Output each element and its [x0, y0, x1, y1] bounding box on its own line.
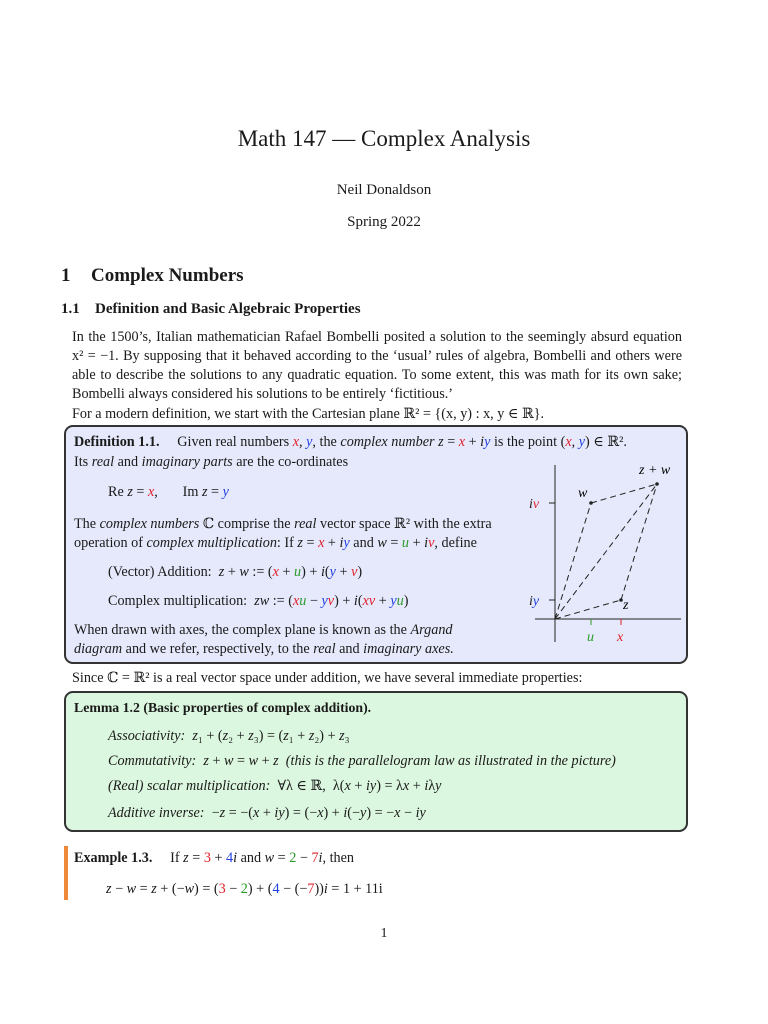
point-z-plus-w: [655, 482, 659, 486]
vector-w: [555, 503, 591, 619]
label-u: u: [587, 630, 594, 645]
section-title: Complex Numbers: [91, 265, 244, 286]
re-im-line: Re z = x, Im z = y: [108, 484, 229, 500]
vector-z: [555, 600, 621, 619]
document-title: Math 147 — Complex Analysis: [237, 126, 531, 151]
label-iv: iv: [529, 497, 540, 512]
edge-z-to-sum: [621, 484, 657, 600]
addition-formula: (Vector) Addition: z + w := (x + u) + i(y + v): [108, 564, 363, 580]
page-number: 1: [380, 926, 388, 941]
definition-label: Definition 1.1.: [74, 434, 160, 450]
section-heading: [61, 265, 244, 287]
label-z-plus-w: z + w: [639, 463, 671, 478]
label-w: w: [578, 486, 588, 501]
point-w: [589, 501, 593, 505]
subsection-number: 1.1: [61, 301, 80, 317]
lemma-label: Lemma 1.2 (Basic properties of complex addition).: [74, 700, 372, 715]
author: Neil Donaldson: [336, 182, 432, 198]
definition-second-line: Its real and imaginary parts are the co-ordinates: [74, 454, 349, 470]
scalar-multiplication-label: (Real) scalar multiplication:: [108, 778, 271, 794]
lemma-commutativity: Commutativity: z + w = w + z (this is the parallelogram law as illustrated in the picture): [108, 753, 616, 769]
modern-definition-paragraph: For a modern definition, we start with the Cartesian plane ℝ² = {(x, y) : x, y ∈ ℝ}.: [72, 406, 545, 422]
label-iy: iy: [529, 594, 540, 609]
label-z: z: [623, 598, 629, 613]
argand-line-1: When drawn with axes, the complex plane is known as the Argand: [74, 622, 453, 638]
associativity-label: Associativity:: [108, 728, 186, 744]
lemma-scalar-multiplication: (Real) scalar multiplication: ∀λ ∈ ℝ, λ(x + iy) = λx + iλy: [108, 778, 442, 794]
example-computation: z − w = z + (−w) = (3 − 2) + (4 − (−7))i = 1 + 11i: [106, 881, 383, 897]
lemma-box: [64, 691, 688, 832]
bridge-sentence: Since ℂ = ℝ² is a real vector space under addition, we have several immediate properties:: [72, 670, 583, 686]
lemma-associativity: Associativity: z₁ + (z₂ + z₃) = (z₁ + z₂) + z₃: [108, 728, 350, 744]
subsection-title: Definition and Basic Algebraic Properties: [95, 301, 361, 317]
argand-diagram: [521, 457, 686, 657]
multiplication-formula: Complex multiplication: zw := (xu − yv) + i(xv + yu): [108, 593, 409, 609]
definition-first-line: Definition 1.1. Given real numbers x, y, the complex number z = x + iy is the point (x, y) ∈ ℝ².: [74, 434, 627, 450]
complex-numbers-line-1: The complex numbers ℂ comprise the real vector space ℝ² with the extra: [74, 516, 492, 532]
example-result: = 1 + 11i: [331, 881, 383, 897]
argand-line-2: diagram and we refer, respectively, to the real and imaginary axes.: [74, 641, 454, 657]
subsection-heading: [61, 301, 361, 318]
date: Spring 2022: [347, 214, 421, 230]
edge-w-to-sum: [591, 484, 657, 503]
label-x: x: [617, 630, 624, 645]
lemma-additive-inverse: Additive inverse: −z = −(x + iy) = (−x) + i(−y) = −x − iy: [108, 805, 426, 821]
example-label: Example 1.3.: [74, 850, 153, 866]
example-statement: Example 1.3. If z = 3 + 4i and w = 2 − 7i, then: [74, 850, 355, 866]
commutativity-label: Commutativity:: [108, 753, 197, 769]
example-accent-bar: [64, 846, 68, 900]
section-number: 1: [61, 265, 71, 286]
intro-paragraph: In the 1500’s, Italian mathematician Rafael Bombelli posited a solution to the seemingly absurd equation x² = −1. By supposing that it behaved according to the ‘usual’ rules of algebra, Bombelli and others were able to describe the solutions to any quadratic equation. To some extent, this was math for its own sake; Bombelli always considered his solutions to be entirely ‘fictitious.’: [72, 329, 682, 402]
vector-z-plus-w: [555, 484, 657, 619]
definition-box: [64, 425, 688, 664]
complex-numbers-line-2: operation of complex multiplication: If z = x + iy and w = u + iv, define: [74, 535, 477, 551]
additive-inverse-label: Additive inverse:: [108, 805, 205, 821]
